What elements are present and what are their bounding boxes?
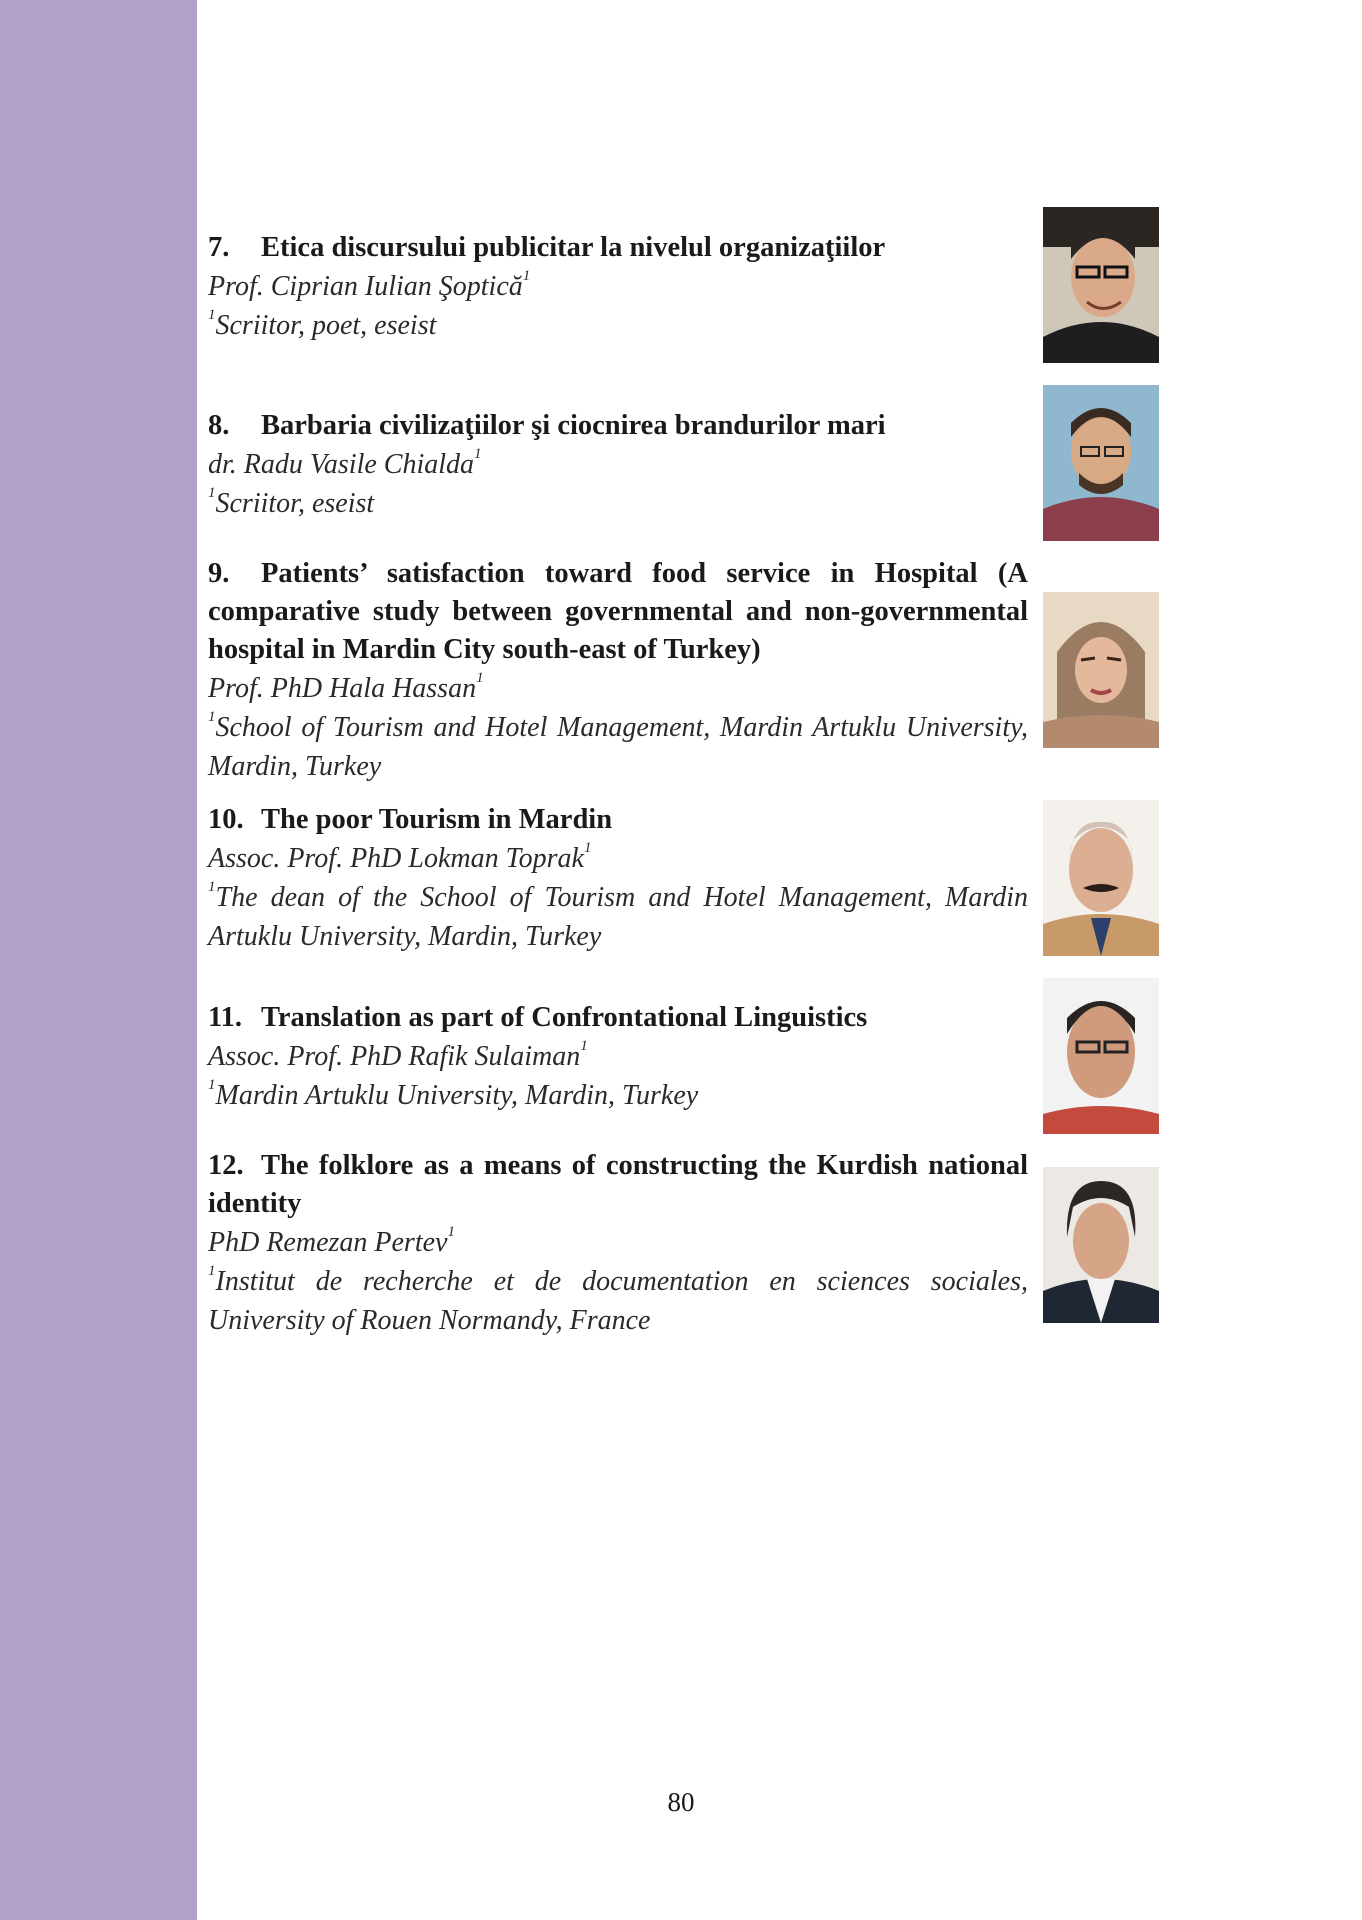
- portrait-photo-icon: [1043, 1167, 1159, 1323]
- entry-title: 8. Barbaria civilizaţiilor şi ciocnirea brandurilor mari: [208, 407, 1028, 445]
- entry-author: PhD Remezan Pertev$^1$: [208, 1224, 455, 1258]
- portrait-photo-icon: [1043, 800, 1159, 956]
- entry-affiliation: $^1$The dean of the School of Tourism and Hotel Management, Mardin Artuklu University, Mardin, Turkey: [208, 879, 1028, 952]
- entry-12: [208, 1147, 1028, 1340]
- entry-author: Assoc. Prof. PhD Lokman Toprak$^1$: [208, 840, 592, 874]
- page-number: 80: [667, 1787, 695, 1817]
- entry-affiliation: $^1$Scriitor, eseist: [208, 485, 375, 519]
- entry-7: [208, 229, 1028, 345]
- portrait-photo-icon: [1043, 207, 1159, 363]
- entry-11: [208, 999, 1028, 1115]
- entry-8: [208, 407, 1028, 523]
- entry-title: 10. The poor Tourism in Mardin: [208, 801, 1028, 839]
- entry-number: 8.: [208, 410, 230, 441]
- entry-title: 12. The folklore as a means of constructing the Kurdish national identity: [208, 1147, 1028, 1223]
- entry-title: 7. Etica discursului publicitar la nivelul organizaţiilor: [208, 229, 1028, 267]
- entry-affiliation: $^1$Mardin Artuklu University, Mardin, Turkey: [208, 1077, 699, 1111]
- portrait-photo-icon: [1043, 592, 1159, 748]
- sidebar-band: [0, 0, 197, 1920]
- entry-author: Prof. Ciprian Iulian Şoptică$^1$: [208, 268, 531, 302]
- entry-affiliation: $^1$Scriitor, poet, eseist: [208, 307, 437, 341]
- entry-affiliation: $^1$School of Tourism and Hotel Management, Mardin Artuklu University, Mardin, Turkey: [208, 709, 1028, 782]
- entry-number: 12.: [208, 1150, 244, 1181]
- entry-author: dr. Radu Vasile Chialda$^1$: [208, 446, 482, 480]
- portrait-photo-icon: [1043, 385, 1159, 541]
- entry-number: 7.: [208, 232, 230, 263]
- entry-author: Assoc. Prof. PhD Rafik Sulaiman$^1$: [208, 1038, 588, 1072]
- entry-number: 9.: [208, 558, 230, 589]
- entry-10: [208, 801, 1028, 956]
- entry-author: Prof. PhD Hala Hassan$^1$: [208, 670, 484, 704]
- portrait-photo-icon: [1043, 978, 1159, 1134]
- entry-affiliation: $^1$Institut de recherche et de documentation en sciences sociales, University of Rouen Normandy, France: [208, 1263, 1028, 1336]
- entry-title: 11. Translation as part of Confrontational Linguistics: [208, 999, 1028, 1037]
- entry-9: [208, 555, 1028, 786]
- entry-number: 11.: [208, 1002, 243, 1033]
- entry-title: 9. Patients’ satisfaction toward food service in Hospital (A comparative study between governmental and non-governmental hospital in Mardin City south-east of Turkey): [208, 555, 1028, 669]
- entry-number: 10.: [208, 804, 244, 835]
